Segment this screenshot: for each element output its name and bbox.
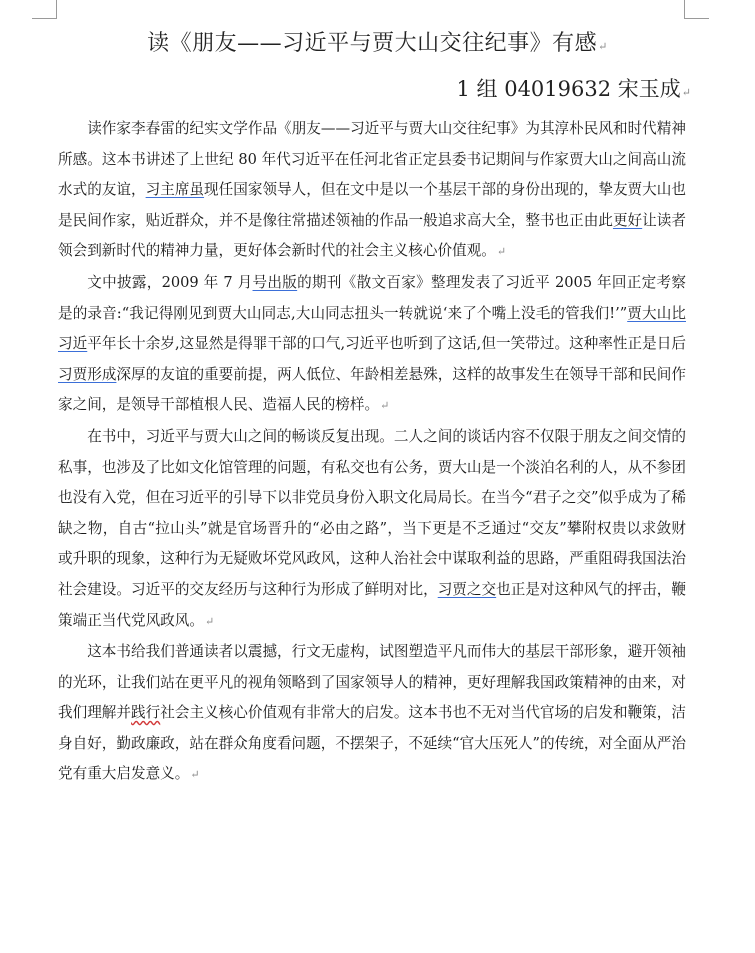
paragraph-4 [58,637,686,791]
paragraph-mark-icon: ↵ [204,614,215,628]
underlined-text: 号出版 [252,273,298,291]
title-text: 读《朋友——习近平与贾大山交往纪事》有感 [147,31,598,56]
paragraph-text: 现任国家领导人，但在文中是以一个基层干部的身份出现的，挚友贾大山也是民间作家，贴近群众，并不是像往常描述领袖的作品一般追求高大全，整书也正由此 [58,181,686,229]
paragraph-mark-icon: ↵ [681,86,691,99]
spellcheck-underlined-text: 践行 [131,704,161,722]
paragraph-text: 文中披露，2009 年 7 月 [87,273,253,291]
crop-mark-top-left [32,0,57,19]
paragraph-text: 这本书给我们普通读者以震撼，行文无虚构，试图塑造平凡而伟大的基层干部形象，避开领袖的光环，让我们站在更平凡的视角领略到了国家领导人的精神，更好理解我国政策精神的由来，对我们理解并 [58,643,686,722]
document-body [58,114,686,791]
paragraph-text: 读作家李春雷的纪实文学作品《朋友——习近平与贾大山交往纪事》为其淳朴民风和时代精神所感。这本书讲述了上世纪 80 年代习近平在任河北省正定县委书记期间与作家贾大山之间高山流水式的友谊， [58,120,686,199]
paragraph-text: 在书中，习近平与贾大山之间的畅谈反复出现。二人之间的谈话内容不仅限于朋友之间交情的私事，也涉及了比如文化馆管理的问题，有私交也有公务，贾大山是一个淡泊名利的人，从不参团也没有入党，但在习近平的引导下以非党员身份入职文化局局长。在当今“君子之交”似乎成为了稀缺之物，自古“拉山头”就是官场晋升的“必由之路”，当下更是不乏通过“交友”攀附权贵以求敛财或升职的现象，这种行为无疑败坏党风政风，这种人治社会中谋取利益的思路，严重阻碍我国法治社会建设。习近平的交友经历与这种行为形成了鲜明对比， [58,427,686,598]
paragraph-text: 社会主义核心价值观有非常大的启发。这本书也不无对当代官场的启发和鞭策，洁身自好，勤政廉政，站在群众角度看问题，不摆架子，不延续“官大压死人”的传统，对全面从严治党有重大启发意义。 [58,704,686,783]
paragraph-1 [58,114,686,268]
underlined-text: 更好 [612,211,643,229]
paragraph-text: 也正是对这种风气的抨击，鞭策端正当代党风政风。 [58,580,686,629]
paragraph-text: 让读者领会到新时代的精神力量，更好体会新时代的社会主义核心价值观。 [58,211,686,260]
underlined-text: 习贾形成 [58,365,117,383]
underlined-text: 习主席虽 [145,181,205,199]
paragraph-mark-icon: ↵ [598,40,608,53]
author-line [457,73,692,103]
underlined-text: 贾大山比习近 [58,304,686,353]
author-text: 1 组 04019632 宋玉成 [456,77,681,101]
paragraph-text: 的期刊《散文百家》整理发表了习近平 2005 年回正定考察是的录音:“我记得刚见到贾大山同志,大山同志扭头一转就说‘来了个嘴上没毛的管我们!’” [58,273,687,322]
paragraph-3 [58,422,686,637]
paragraph-mark-icon: ↵ [380,399,390,413]
crop-mark-top-right [684,0,709,19]
paragraph-mark-icon: ↵ [496,245,507,259]
document-title [0,26,755,57]
underlined-text: 习贾之交 [437,580,497,598]
paragraph-mark-icon: ↵ [190,768,200,782]
paragraph-2 [58,268,686,422]
paragraph-text: 深厚的友谊的重要前提，两人低位、年龄相差悬殊，这样的故事发生在领导干部和民间作家之间，是领导干部植根人民、造福人民的榜样。 [58,365,686,414]
paragraph-text: 平年长十余岁,这显然是得罪干部的口气,习近平也听到了这话,但一笑带过。这种率性正是日后 [87,335,686,353]
